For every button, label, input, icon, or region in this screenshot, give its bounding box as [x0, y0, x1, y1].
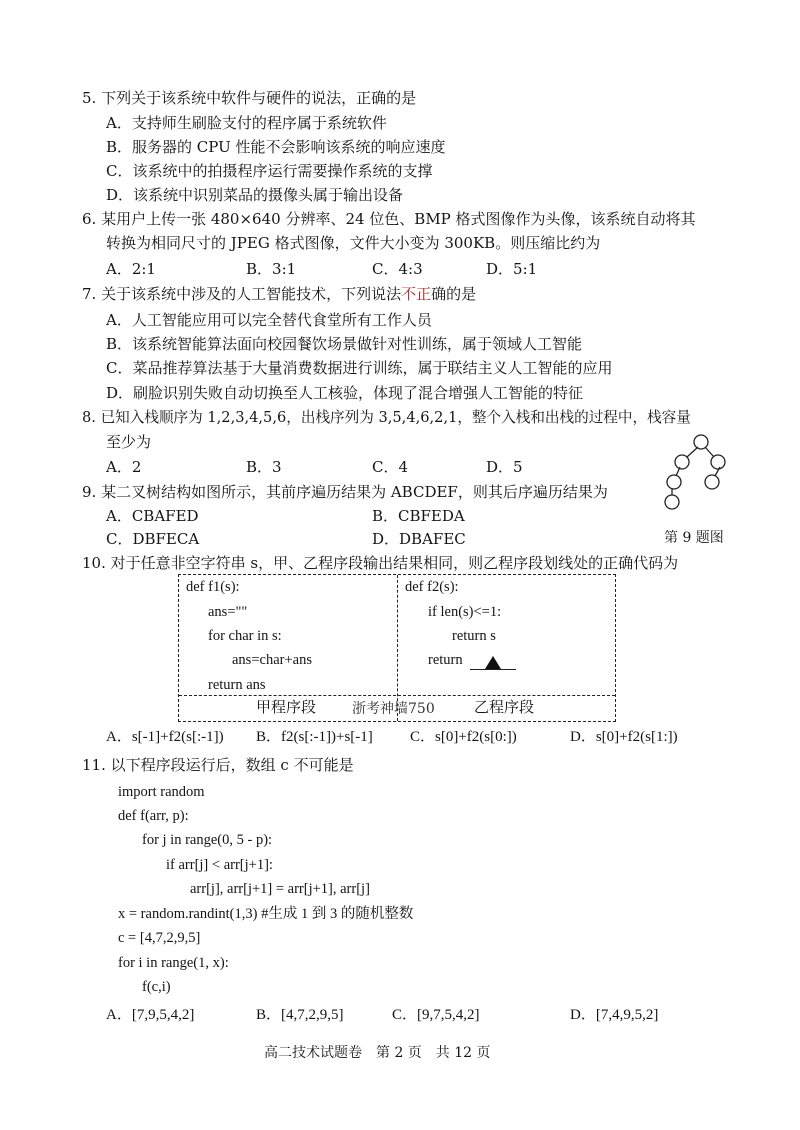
q11-code-line-2: def f(arr, p):: [118, 808, 189, 824]
q6-option-a: A．2:1: [106, 260, 156, 278]
page-footer: 高二技术试题卷 第 2 页 共 12 页: [264, 1045, 491, 1061]
tree-node-leaf: [665, 495, 679, 509]
f1-line-1: def f1(s):: [186, 579, 240, 595]
q11-code-line-9: f(c,i): [142, 979, 171, 995]
tree-node-root: [694, 435, 708, 449]
q9-figure-caption: 第 9 题图: [664, 530, 724, 546]
q11-stem-pre: 11. 以下程序段运行后，数组 c: [82, 756, 294, 774]
q9-option-c: C．DBFECA: [106, 530, 200, 548]
q8-stem-line1: 8. 已知入栈顺序为 1,2,3,4,5,6，出栈序列为 3,5,4,6,2,1，整个入栈和出栈的过程中，栈容量: [82, 409, 691, 426]
q11-stem-emphasis: 不可能: [293, 756, 339, 774]
q9-option-d: D．DBAFEC: [372, 530, 466, 548]
f1-line-3: for char in s:: [208, 628, 282, 644]
q11-code-line-8: for i in range(1, x):: [118, 955, 229, 971]
q5-option-c: C．该系统中的拍摄程序运行需要操作系统的支撑: [106, 162, 433, 180]
tree-node-left-child: [667, 475, 681, 489]
f1-line-5: return ans: [208, 677, 266, 693]
q6-option-b: B．3:1: [246, 260, 297, 278]
blank-triangle-icon: [485, 656, 501, 669]
tree-node-left: [675, 455, 689, 469]
q10-stem: 10. 对于任意非空字符串 s，甲、乙程序段输出结果相同，则乙程序段划线处的正确代码为: [82, 554, 679, 572]
q5-option-d: D．该系统中识别菜品的摄像头属于输出设备: [106, 186, 404, 204]
q7-option-d: D．刷脸识别失败自动切换至人工核验，体现了混合增强人工智能的特征: [106, 384, 584, 402]
q11-option-a: A．[7,9,5,4,2]: [106, 1007, 195, 1023]
q11-code-line-3: for j in range(0, 5 - p):: [142, 832, 273, 848]
answer-blank: [470, 655, 516, 670]
q11-code-line-5: arr[j], arr[j+1] = arr[j+1], arr[j]: [190, 881, 370, 897]
q7-stem-post: 确的是: [431, 285, 477, 303]
q11-stem: [82, 755, 354, 775]
q11-option-b: B．[4,7,2,9,5]: [256, 1007, 344, 1023]
q6-stem-line1: 6. 某用户上传一张 480×640 分辨率、24 位色、BMP 格式图像作为头像，该系统自动将其: [82, 210, 696, 228]
q9-stem: 9. 某二叉树结构如图所示，其前序遍历结果为 ABCDEF，则其后序遍历结果为: [82, 483, 608, 501]
q6-option-d: D．5:1: [486, 260, 538, 278]
f2-line-2: if len(s)<=1:: [428, 604, 502, 620]
q8-stem-line2: 至少为: [106, 433, 152, 451]
q7-option-c: C．菜品推荐算法基于大量消费数据进行训练，属于联结主义人工智能的应用: [106, 359, 613, 377]
q11-option-c: C．[9,7,5,4,2]: [392, 1007, 480, 1023]
q8-option-b: B．3: [246, 458, 282, 476]
f2-line-3: return s: [452, 628, 496, 644]
q7-option-a: A．人工智能应用可以完全替代食堂所有工作人员: [106, 311, 432, 329]
q8-option-d: D．5: [486, 458, 523, 476]
q8-option-c: C．4: [372, 458, 409, 476]
right-program-caption: 乙程序段: [474, 698, 535, 716]
watermark: 浙考神墙750: [352, 701, 435, 717]
q8-option-a: A．2: [106, 458, 142, 476]
q11-code-line-4: if arr[j] < arr[j+1]:: [166, 857, 273, 873]
q5-stem: 5. 下列关于该系统中软件与硬件的说法，正确的是: [82, 89, 417, 107]
binary-tree-figure: [660, 434, 736, 514]
left-program-caption: 甲程序段: [256, 698, 317, 716]
f2-line-1: def f2(s):: [405, 579, 459, 595]
f1-line-2: ans="": [208, 604, 248, 620]
q11-code-line-1: import random: [118, 784, 205, 800]
f1-line-4: ans=char+ans: [232, 652, 312, 668]
q10-option-a: A．s[-1]+f2(s[:-1]): [106, 729, 224, 745]
q7-option-b: B．该系统智能算法面向校园餐饮场景做针对性训练，属于领域人工智能: [106, 335, 583, 353]
tree-node-right-child: [705, 475, 719, 489]
q10-option-b: B．f2(s[:-1])+s[-1]: [256, 729, 373, 745]
q6-stem-line2: 转换为相同尺寸的 JPEG 格式图像，文件大小变为 300KB。则压缩比约为: [106, 234, 601, 252]
q11-stem-post: 是: [338, 756, 354, 774]
q6-option-c: C．4:3: [372, 260, 423, 278]
f2-line-4: [428, 650, 516, 670]
q7-stem-pre: 7. 关于该系统中涉及的人工智能技术，下列说法: [82, 285, 402, 303]
q11-option-d: D．[7,4,9,5,2]: [570, 1007, 659, 1023]
tree-node-right: [711, 455, 725, 469]
q9-option-b: B．CBFEDA: [372, 507, 465, 525]
q5-option-b: B．服务器的 CPU 性能不会影响该系统的响应速度: [106, 138, 446, 156]
code-box-horizontal-divider: [179, 695, 615, 696]
q10-option-c: C．s[0]+f2(s[0:]): [410, 729, 517, 745]
f2-return-keyword: return: [428, 652, 463, 668]
q7-stem-emphasis: 不正: [401, 285, 432, 303]
q10-option-d: D．s[0]+f2(s[1:]): [570, 729, 678, 745]
q11-code-line-6: x = random.randint(1,3) #生成 1 到 3 的随机整数: [118, 906, 414, 922]
q5-option-a: A．支持师生刷脸支付的程序属于系统软件: [106, 114, 387, 132]
q11-code-line-7: c = [4,7,2,9,5]: [118, 930, 201, 946]
q9-option-a: A．CBAFED: [106, 507, 199, 525]
q7-stem: [82, 284, 476, 304]
